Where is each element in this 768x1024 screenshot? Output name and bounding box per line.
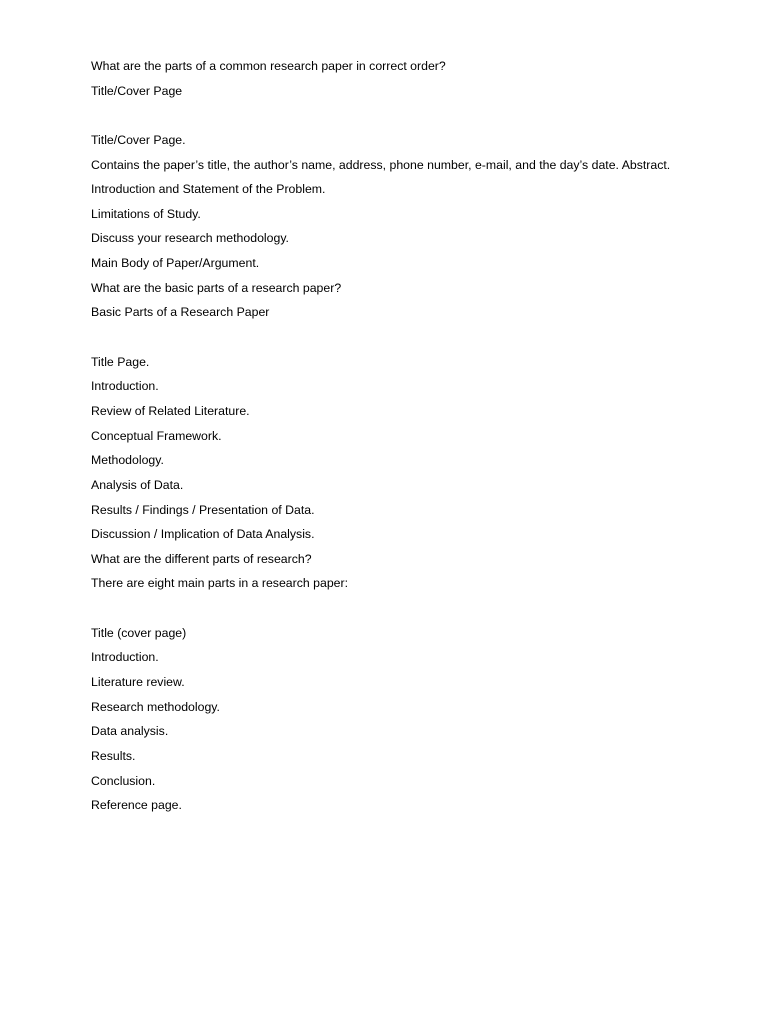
blank-line <box>91 600 731 616</box>
list-item: Data analysis. <box>91 724 169 739</box>
question-heading: What are the different parts of research? <box>91 551 312 566</box>
list-item: Review of Related Literature. <box>91 403 250 418</box>
list-item: Introduction. <box>91 650 159 665</box>
list-item: Results / Findings / Presentation of Data. <box>91 502 315 517</box>
document-body <box>91 58 731 822</box>
list-item: Main Body of Paper/Argument. <box>91 256 260 271</box>
answer-line: There are eight main parts in a research paper: <box>91 576 349 591</box>
blank-line <box>91 107 731 123</box>
answer-line: Basic Parts of a Research Paper <box>91 305 270 320</box>
question-heading: What are the basic parts of a research paper? <box>91 280 342 295</box>
list-item: Title (cover page) <box>91 625 187 640</box>
list-item: Conclusion. <box>91 773 156 788</box>
list-item: Discussion / Implication of Data Analysis. <box>91 527 315 542</box>
list-item: Contains the paper’s title, the author’s name, address, phone number, e-mail, and the day’s date. Abstract. <box>91 157 671 172</box>
list-item: Conceptual Framework. <box>91 428 222 443</box>
list-item: Analysis of Data. <box>91 477 184 492</box>
list-item: Research methodology. <box>91 699 220 714</box>
list-item: Limitations of Study. <box>91 206 201 221</box>
list-item: Discuss your research methodology. <box>91 231 289 246</box>
list-item: Results. <box>91 748 136 763</box>
list-item: Title Page. <box>91 354 150 369</box>
list-item: Introduction and Statement of the Problem. <box>91 182 326 197</box>
list-item: Title/Cover Page. <box>91 132 186 147</box>
list-item: Introduction. <box>91 379 159 394</box>
answer-line: Title/Cover Page <box>91 83 183 98</box>
blank-line <box>91 329 731 345</box>
question-heading: What are the parts of a common research paper in correct order? <box>91 59 446 73</box>
list-item: Reference page. <box>91 798 182 813</box>
list-item: Methodology. <box>91 453 164 468</box>
list-item: Literature review. <box>91 675 185 690</box>
